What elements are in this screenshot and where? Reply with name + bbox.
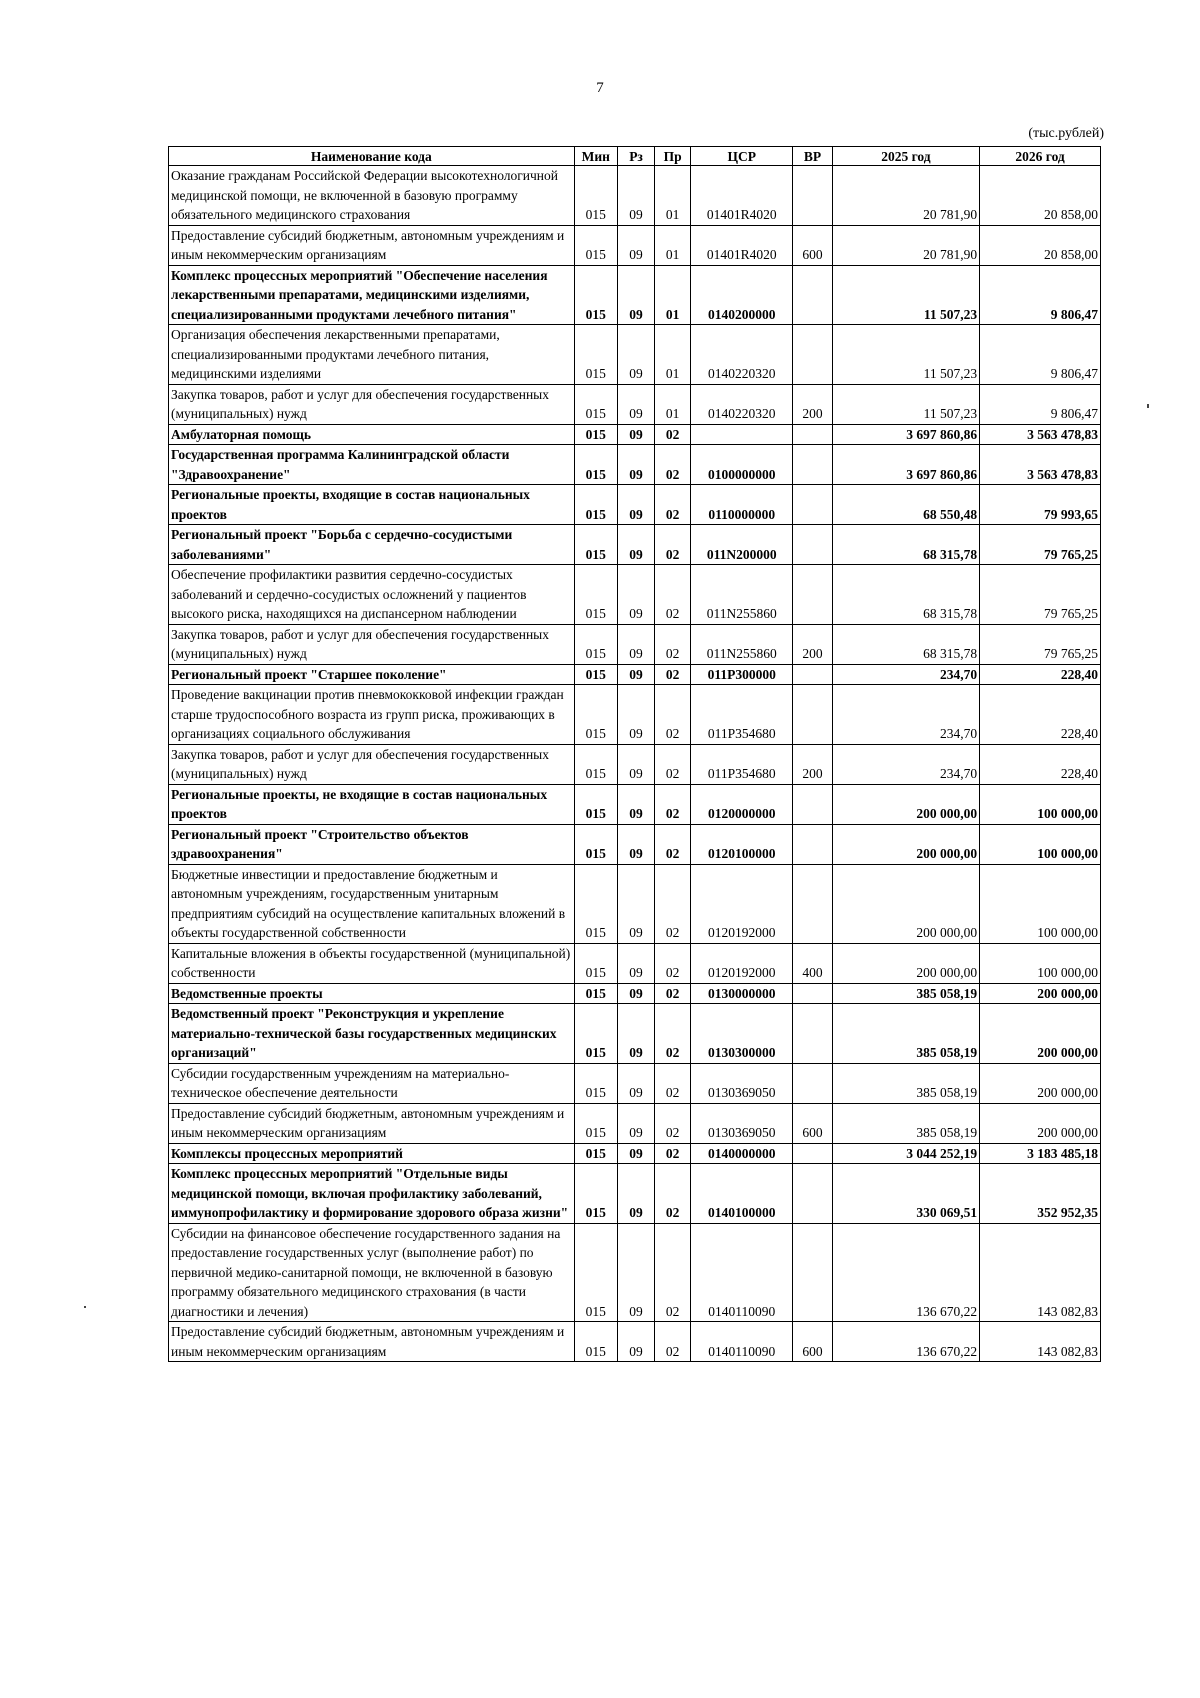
row-min: 015 — [574, 624, 617, 664]
row-2026: 9 806,47 — [980, 325, 1101, 385]
row-pr: 02 — [655, 824, 691, 864]
row-pr: 02 — [655, 983, 691, 1004]
row-2025: 385 058,19 — [832, 1103, 980, 1143]
table-row — [169, 325, 1101, 385]
row-2025: 20 781,90 — [832, 166, 980, 226]
row-csr: 011P354680 — [691, 744, 793, 784]
row-csr: 0120100000 — [691, 824, 793, 864]
row-2026: 100 000,00 — [980, 784, 1101, 824]
row-vr — [793, 864, 832, 943]
header-pr: Пр — [655, 147, 691, 166]
row-min: 015 — [574, 1004, 617, 1064]
row-csr: 01401R4020 — [691, 225, 793, 265]
row-2025: 200 000,00 — [832, 864, 980, 943]
header-2025: 2025 год — [832, 147, 980, 166]
row-vr: 600 — [793, 1103, 832, 1143]
row-pr: 02 — [655, 1164, 691, 1224]
row-name: Предоставление субсидий бюджетным, автономным учреждениям и иным некоммерческим организациям — [169, 225, 575, 265]
row-name: Региональный проект "Борьба с сердечно-сосудистыми заболеваниями" — [169, 525, 575, 565]
row-name: Обеспечение профилактики развития сердечно-сосудистых заболеваний и сердечно-сосудистых осложнений у пациентов высокого риска, находящихся на диспансерном наблюдении — [169, 565, 575, 625]
row-pr: 02 — [655, 1004, 691, 1064]
row-vr: 200 — [793, 624, 832, 664]
row-vr — [793, 1063, 832, 1103]
row-vr — [793, 325, 832, 385]
row-pr: 02 — [655, 424, 691, 445]
row-pr: 02 — [655, 1063, 691, 1103]
row-vr — [793, 685, 832, 745]
row-2026: 143 082,83 — [980, 1322, 1101, 1362]
row-2025: 3 044 252,19 — [832, 1143, 980, 1164]
header-csr: ЦСР — [691, 147, 793, 166]
row-2026: 79 765,25 — [980, 525, 1101, 565]
header-name: Наименование кода — [169, 147, 575, 166]
row-name: Субсидии государственным учреждениям на материально-техническое обеспечение деятельности — [169, 1063, 575, 1103]
row-2026: 20 858,00 — [980, 225, 1101, 265]
row-2026: 3 183 485,18 — [980, 1143, 1101, 1164]
row-pr: 02 — [655, 864, 691, 943]
row-min: 015 — [574, 225, 617, 265]
row-min: 015 — [574, 1164, 617, 1224]
row-vr — [793, 824, 832, 864]
row-2025: 385 058,19 — [832, 1004, 980, 1064]
row-pr: 02 — [655, 744, 691, 784]
row-2026: 100 000,00 — [980, 864, 1101, 943]
row-rz: 09 — [617, 1103, 654, 1143]
row-2025: 68 315,78 — [832, 525, 980, 565]
row-rz: 09 — [617, 1322, 654, 1362]
row-2026: 200 000,00 — [980, 983, 1101, 1004]
row-2026: 228,40 — [980, 664, 1101, 685]
row-rz: 09 — [617, 265, 654, 325]
table-header — [169, 147, 1101, 166]
row-2026: 3 563 478,83 — [980, 445, 1101, 485]
row-name: Бюджетные инвестиции и предоставление бюджетным и автономным учреждениям, государственным унитарным предприятиям субсидий на осуществление капитальных вложений в объекты государственной собственности — [169, 864, 575, 943]
row-pr: 02 — [655, 525, 691, 565]
row-2026: 200 000,00 — [980, 1103, 1101, 1143]
row-vr: 200 — [793, 744, 832, 784]
row-name: Капитальные вложения в объекты государственной (муниципальной) собственности — [169, 943, 575, 983]
row-vr: 200 — [793, 384, 832, 424]
row-name: Закупка товаров, работ и услуг для обеспечения государственных (муниципальных) нужд — [169, 744, 575, 784]
row-min: 015 — [574, 1322, 617, 1362]
row-pr: 01 — [655, 384, 691, 424]
row-vr — [793, 1143, 832, 1164]
row-2026: 79 765,25 — [980, 565, 1101, 625]
row-rz: 09 — [617, 325, 654, 385]
row-name: Предоставление субсидий бюджетным, автономным учреждениям и иным некоммерческим организациям — [169, 1103, 575, 1143]
row-rz: 09 — [617, 744, 654, 784]
header-min: Мин — [574, 147, 617, 166]
table-row — [169, 225, 1101, 265]
row-csr: 0140110090 — [691, 1223, 793, 1322]
table-row — [169, 685, 1101, 745]
row-vr — [793, 445, 832, 485]
row-min: 015 — [574, 824, 617, 864]
row-csr: 011P300000 — [691, 664, 793, 685]
row-pr: 02 — [655, 485, 691, 525]
table-row — [169, 525, 1101, 565]
row-2025: 234,70 — [832, 685, 980, 745]
row-rz: 09 — [617, 166, 654, 226]
row-2026: 3 563 478,83 — [980, 424, 1101, 445]
table-row — [169, 1322, 1101, 1362]
row-2025: 200 000,00 — [832, 784, 980, 824]
table-row — [169, 1063, 1101, 1103]
table-row — [169, 1103, 1101, 1143]
row-min: 015 — [574, 166, 617, 226]
row-2026: 79 993,65 — [980, 485, 1101, 525]
row-min: 015 — [574, 1143, 617, 1164]
row-pr: 02 — [655, 784, 691, 824]
row-name: Амбулаторная помощь — [169, 424, 575, 445]
table-row — [169, 1143, 1101, 1164]
row-name: Региональный проект "Старшее поколение" — [169, 664, 575, 685]
row-2026: 100 000,00 — [980, 943, 1101, 983]
row-vr — [793, 983, 832, 1004]
row-rz: 09 — [617, 1004, 654, 1064]
row-name: Предоставление субсидий бюджетным, автономным учреждениям и иным некоммерческим организациям — [169, 1322, 575, 1362]
row-pr: 02 — [655, 943, 691, 983]
row-rz: 09 — [617, 424, 654, 445]
row-2026: 100 000,00 — [980, 824, 1101, 864]
row-min: 015 — [574, 1063, 617, 1103]
table-row — [169, 864, 1101, 943]
row-name: Государственная программа Калининградской области "Здравоохранение" — [169, 445, 575, 485]
row-name: Комплекс процессных мероприятий "Обеспечение населения лекарственными препаратами, медицинскими изделиями, специализированными продуктами лечебного питания" — [169, 265, 575, 325]
row-min: 015 — [574, 664, 617, 685]
row-pr: 02 — [655, 445, 691, 485]
scan-speck — [84, 1306, 86, 1308]
row-name: Региональный проект "Строительство объектов здравоохранения" — [169, 824, 575, 864]
row-2025: 330 069,51 — [832, 1164, 980, 1224]
table-row — [169, 265, 1101, 325]
row-csr: 0130000000 — [691, 983, 793, 1004]
row-csr: 0140220320 — [691, 325, 793, 385]
row-vr: 400 — [793, 943, 832, 983]
budget-table — [168, 146, 1101, 1362]
row-2026: 79 765,25 — [980, 624, 1101, 664]
row-rz: 09 — [617, 983, 654, 1004]
row-pr: 02 — [655, 664, 691, 685]
row-name: Ведомственные проекты — [169, 983, 575, 1004]
table-row — [169, 784, 1101, 824]
header-vr: ВР — [793, 147, 832, 166]
row-csr: 0130369050 — [691, 1063, 793, 1103]
row-pr: 01 — [655, 265, 691, 325]
row-min: 015 — [574, 325, 617, 385]
row-csr: 0140200000 — [691, 265, 793, 325]
row-vr — [793, 1164, 832, 1224]
row-csr: 011P354680 — [691, 685, 793, 745]
row-2025: 68 315,78 — [832, 565, 980, 625]
row-pr: 02 — [655, 1322, 691, 1362]
row-csr: 0130300000 — [691, 1004, 793, 1064]
row-rz: 09 — [617, 1164, 654, 1224]
row-csr: 01401R4020 — [691, 166, 793, 226]
row-name: Комплексы процессных мероприятий — [169, 1143, 575, 1164]
row-min: 015 — [574, 424, 617, 445]
row-2025: 234,70 — [832, 664, 980, 685]
row-2026: 9 806,47 — [980, 384, 1101, 424]
row-2025: 136 670,22 — [832, 1223, 980, 1322]
row-csr: 0140220320 — [691, 384, 793, 424]
table-row — [169, 485, 1101, 525]
row-2025: 11 507,23 — [832, 265, 980, 325]
row-2026: 200 000,00 — [980, 1004, 1101, 1064]
row-2026: 352 952,35 — [980, 1164, 1101, 1224]
table-row — [169, 384, 1101, 424]
page-number: 7 — [596, 80, 604, 96]
row-vr: 600 — [793, 225, 832, 265]
row-name: Региональные проекты, входящие в состав национальных проектов — [169, 485, 575, 525]
row-min: 015 — [574, 1103, 617, 1143]
row-2025: 200 000,00 — [832, 943, 980, 983]
row-min: 015 — [574, 565, 617, 625]
units-label: (тыс.рублей) — [1028, 126, 1104, 141]
row-csr: 0120000000 — [691, 784, 793, 824]
row-rz: 09 — [617, 864, 654, 943]
row-csr: 0130369050 — [691, 1103, 793, 1143]
row-vr — [793, 265, 832, 325]
row-rz: 09 — [617, 943, 654, 983]
row-min: 015 — [574, 864, 617, 943]
row-pr: 02 — [655, 1223, 691, 1322]
row-csr: 0140100000 — [691, 1164, 793, 1224]
row-pr: 02 — [655, 624, 691, 664]
table-row — [169, 943, 1101, 983]
row-rz: 09 — [617, 485, 654, 525]
row-vr — [793, 664, 832, 685]
row-min: 015 — [574, 265, 617, 325]
row-name: Оказание гражданам Российской Федерации высокотехнологичной медицинской помощи, не включенной в базовую программу обязательного медицинского страхования — [169, 166, 575, 226]
row-2025: 3 697 860,86 — [832, 424, 980, 445]
row-name: Ведомственный проект "Реконструкция и укрепление материально-технической базы государственных медицинских организаций" — [169, 1004, 575, 1064]
row-pr: 02 — [655, 1143, 691, 1164]
row-2025: 11 507,23 — [832, 384, 980, 424]
row-rz: 09 — [617, 565, 654, 625]
row-min: 015 — [574, 1223, 617, 1322]
table-row — [169, 424, 1101, 445]
row-rz: 09 — [617, 1223, 654, 1322]
row-2025: 11 507,23 — [832, 325, 980, 385]
row-rz: 09 — [617, 445, 654, 485]
row-csr: 0120192000 — [691, 864, 793, 943]
row-rz: 09 — [617, 784, 654, 824]
row-min: 015 — [574, 685, 617, 745]
row-min: 015 — [574, 525, 617, 565]
row-name: Закупка товаров, работ и услуг для обеспечения государственных (муниципальных) нужд — [169, 384, 575, 424]
row-pr: 02 — [655, 685, 691, 745]
row-min: 015 — [574, 784, 617, 824]
row-vr — [793, 784, 832, 824]
table-row — [169, 824, 1101, 864]
row-rz: 09 — [617, 384, 654, 424]
row-rz: 09 — [617, 1143, 654, 1164]
row-2026: 228,40 — [980, 685, 1101, 745]
row-rz: 09 — [617, 824, 654, 864]
row-rz: 09 — [617, 624, 654, 664]
row-2026: 143 082,83 — [980, 1223, 1101, 1322]
table-body — [169, 166, 1101, 1362]
row-min: 015 — [574, 983, 617, 1004]
row-pr: 01 — [655, 225, 691, 265]
table-row — [169, 664, 1101, 685]
header-2026: 2026 год — [980, 147, 1101, 166]
row-csr: 0140110090 — [691, 1322, 793, 1362]
row-2026: 228,40 — [980, 744, 1101, 784]
row-2025: 234,70 — [832, 744, 980, 784]
header-rz: Рз — [617, 147, 654, 166]
row-2025: 200 000,00 — [832, 824, 980, 864]
table-row — [169, 1223, 1101, 1322]
row-name: Региональные проекты, не входящие в состав национальных проектов — [169, 784, 575, 824]
row-2026: 9 806,47 — [980, 265, 1101, 325]
row-name: Субсидии на финансовое обеспечение государственного задания на предоставление государственных услуг (выполнение работ) по первичной медико-санитарной помощи, не включенной в базовую программу обязательного медицинского страхования (в части диагностики и лечения) — [169, 1223, 575, 1322]
table-row — [169, 1164, 1101, 1224]
row-min: 015 — [574, 384, 617, 424]
row-rz: 09 — [617, 525, 654, 565]
scan-speck — [1147, 404, 1149, 408]
row-name: Проведение вакцинации против пневмококковой инфекции граждан старше трудоспособного возраста из групп риска, проживающих в организациях социального обслуживания — [169, 685, 575, 745]
row-2026: 20 858,00 — [980, 166, 1101, 226]
row-csr: 0140000000 — [691, 1143, 793, 1164]
row-csr: 0110000000 — [691, 485, 793, 525]
row-pr: 02 — [655, 1103, 691, 1143]
row-name: Комплекс процессных мероприятий "Отдельные виды медицинской помощи, включая профилактику заболеваний, иммунопрофилактику и формирование здорового образа жизни" — [169, 1164, 575, 1224]
row-csr: 011N255860 — [691, 624, 793, 664]
row-name: Организация обеспечения лекарственными препаратами, специализированными продуктами лечебного питания, медицинскими изделиями — [169, 325, 575, 385]
row-csr: 011N255860 — [691, 565, 793, 625]
row-2025: 68 550,48 — [832, 485, 980, 525]
row-rz: 09 — [617, 1063, 654, 1103]
table-row — [169, 624, 1101, 664]
table-row — [169, 445, 1101, 485]
row-pr: 01 — [655, 325, 691, 385]
table-row — [169, 166, 1101, 226]
row-name: Закупка товаров, работ и услуг для обеспечения государственных (муниципальных) нужд — [169, 624, 575, 664]
table-row — [169, 744, 1101, 784]
row-2025: 136 670,22 — [832, 1322, 980, 1362]
row-2025: 385 058,19 — [832, 1063, 980, 1103]
row-vr — [793, 1004, 832, 1064]
row-pr: 01 — [655, 166, 691, 226]
row-2026: 200 000,00 — [980, 1063, 1101, 1103]
row-csr: 011N200000 — [691, 525, 793, 565]
row-csr: 0120192000 — [691, 943, 793, 983]
row-2025: 68 315,78 — [832, 624, 980, 664]
row-rz: 09 — [617, 225, 654, 265]
row-vr — [793, 166, 832, 226]
row-vr — [793, 485, 832, 525]
row-vr — [793, 525, 832, 565]
row-csr — [691, 424, 793, 445]
row-min: 015 — [574, 445, 617, 485]
row-2025: 385 058,19 — [832, 983, 980, 1004]
table-row — [169, 565, 1101, 625]
row-min: 015 — [574, 485, 617, 525]
row-vr — [793, 565, 832, 625]
row-min: 015 — [574, 744, 617, 784]
row-vr — [793, 1223, 832, 1322]
row-pr: 02 — [655, 565, 691, 625]
row-2025: 3 697 860,86 — [832, 445, 980, 485]
row-2025: 20 781,90 — [832, 225, 980, 265]
row-vr: 600 — [793, 1322, 832, 1362]
row-min: 015 — [574, 943, 617, 983]
row-csr: 0100000000 — [691, 445, 793, 485]
row-vr — [793, 424, 832, 445]
header-row — [169, 147, 1101, 166]
row-rz: 09 — [617, 685, 654, 745]
row-rz: 09 — [617, 664, 654, 685]
table-row — [169, 1004, 1101, 1064]
table-row — [169, 983, 1101, 1004]
